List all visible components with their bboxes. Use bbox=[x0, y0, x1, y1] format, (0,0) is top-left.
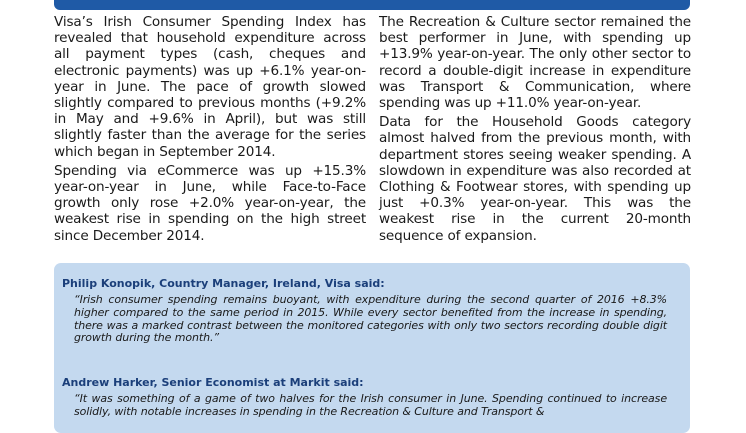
article-column-left bbox=[54, 14, 366, 247]
paragraph-recreation-culture: The Recreation & Culture sector remained the best performer in June, with spending up +13.9% year-on-year. The only other sector to record a double-digit increase in expenditure was Transport & Communication, where spending was up +11.0% year-on-year. bbox=[379, 14, 691, 112]
quote-text: “Irish consumer spending remains buoyant, with expenditure during the second quarter of 2016 +8.3% higher compared to the same period in 2015. While every sector benefited from the increase in spending, there was a marked contrast between the monitored categories with only two sectors recording double digit growth during the month.” bbox=[74, 293, 667, 345]
paragraph-household-goods: Data for the Household Goods category almost halved from the previous month, with department stores seeing weaker spending. A slowdown in expenditure was also recorded at Clothing & Footwear stores, with spending up just +0.3% year-on-year. This was the weakest rise in the current 20-month sequence of expansion. bbox=[379, 114, 691, 244]
quotes-box bbox=[54, 263, 690, 433]
quote-text: “It was something of a game of two halves for the Irish consumer in June. Spending continued to increase solidly, with notable increases in spending in the Recreation & Culture and Transport & bbox=[74, 392, 667, 418]
paragraph-index-overview: Visa’s Irish Consumer Spending Index has revealed that household expenditure across all payment types (cash, cheques and electronic payments) was up +6.1% year-on-year in June. The pace of growth slowed slightly compared to previous months (+9.2% in May and +9.6% in April), but was still slightly faster than the average for the series which began in September 2014. bbox=[54, 14, 366, 160]
quote-speaker: Philip Konopik, Country Manager, Ireland, Visa said: bbox=[62, 277, 385, 290]
header-bar bbox=[54, 0, 690, 10]
quote-speaker: Andrew Harker, Senior Economist at Markit said: bbox=[62, 376, 364, 389]
article-column-right bbox=[379, 14, 691, 247]
paragraph-ecommerce: Spending via eCommerce was up +15.3% year-on-year in June, while Face-to-Face growth only rose +2.0% year-on-year, the weakest rise in spending on the high street since December 2014. bbox=[54, 162, 366, 244]
